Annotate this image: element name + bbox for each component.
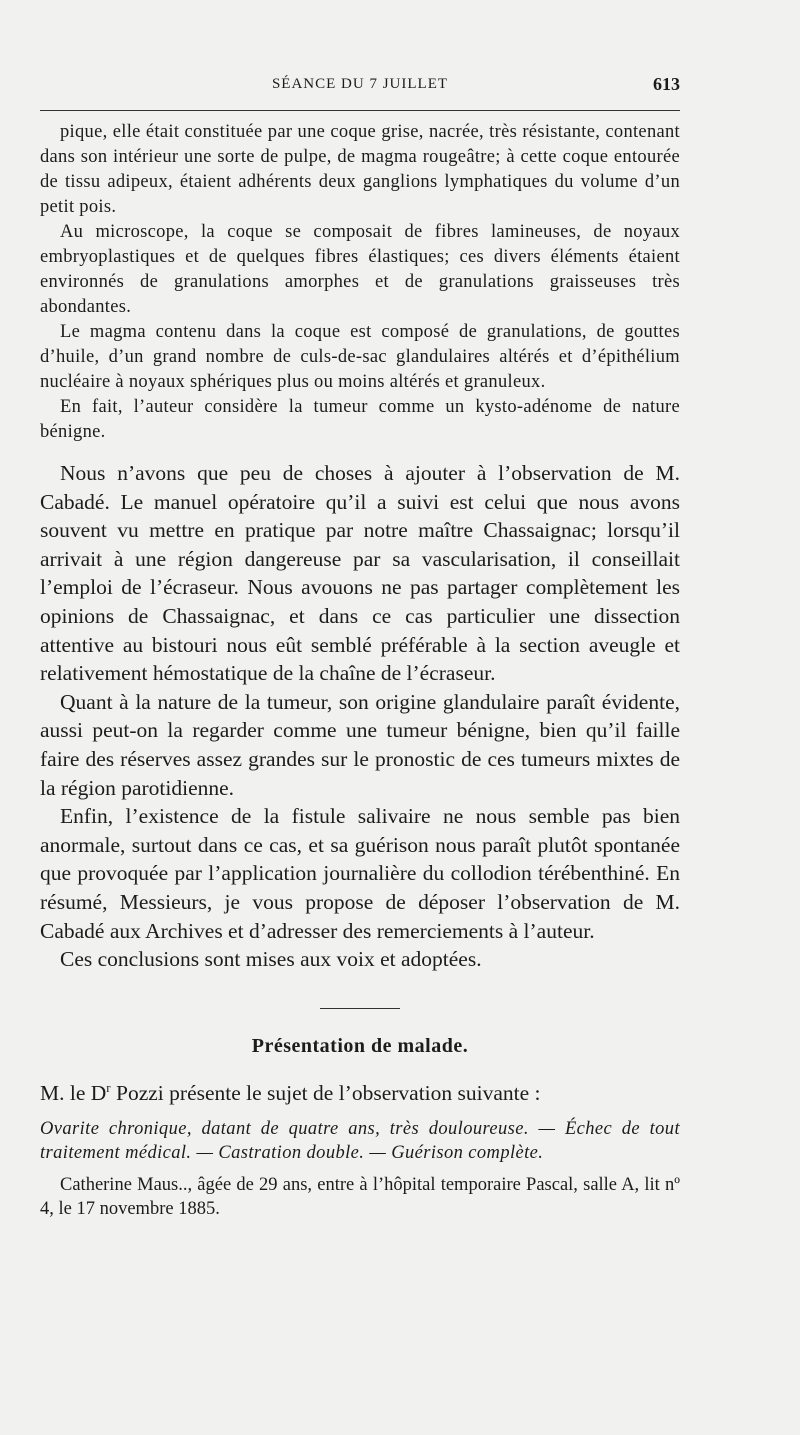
commentary [40, 459, 680, 974]
page-header [40, 70, 680, 100]
running-head: SÉANCE DU 7 JUILLET [271, 76, 449, 92]
paragraph: En fait, l’auteur considère la tumeur comme un kysto-adénome de nature bénigne. [40, 397, 680, 442]
presentation-intro [40, 1074, 680, 1107]
paragraph: pique, elle était constituée par une coque grise, nacrée, très résistante, contenant dans son intérieur une sorte de pulpe, de magma rougeâtre; à cette coque entourée de tissu adipeux, étaient adhérents deux ganglions lymphatiques du volume d’un petit pois. [40, 122, 680, 217]
page-number: 613 [653, 74, 680, 94]
intro-text: M. le D [40, 1080, 107, 1105]
paragraph: Le magma contenu dans la coque est composé de granulations, de gouttes d’huile, d’un grand nombre de culs-de-sac glandulaires altérés et d’épithélium nucléaire à noyaux sphériques plus ou moins altérés et granuleux. [40, 322, 680, 392]
case-title: Ovarite chronique, datant de quatre ans, très douloureuse. — Échec de tout traitement médical. — Castration double. — Guérison complète. [40, 1118, 680, 1163]
book-page [40, 70, 680, 1221]
intro-text-rest: Pozzi présente le sujet de l’observation suivante : [110, 1080, 541, 1105]
section-divider [320, 1008, 400, 1009]
paragraph: Quant à la nature de la tumeur, son origine glandulaire paraît évidente, aussi peut-on la regarder comme une tumeur bénigne, bien qu’il faille faire des réserves assez grandes sur le pronostic de ces tumeurs mixtes de la région parotidienne. [40, 689, 680, 800]
intro-superscript: r [106, 1079, 111, 1095]
paragraph: Ces conclusions sont mises aux voix et adoptées. [60, 947, 482, 972]
case-body: Catherine Maus.., âgée de 29 ans, entre à l’hôpital temporaire Pascal, salle A, lit nº 4, le 17 novembre 1885. [40, 1174, 680, 1219]
paragraph: Au microscope, la coque se composait de fibres lamineuses, de noyaux embryoplastiques et de quelques fibres élastiques; ces divers éléments étaient environnés de granulations amorphes et de granulations graisseuses très abondantes. [40, 222, 680, 317]
paragraph: Enfin, l’existence de la fistule salivaire ne nous semble pas bien anormale, surtout dans ce cas, et sa guérison nous paraît plutôt spontanée que provoquée par l’application journalière du collodion térébenthiné. En résumé, Messieurs, je vous propose de déposer l’observation de M. Cabadé aux Archives et d’adresser des remerciements à l’auteur. [40, 804, 680, 943]
paragraph: Nous n’avons que peu de choses à ajouter à l’observation de M. Cabadé. Le manuel opératoire qu’il a suivi est celui que nous avons souvent vu mettre en pratique par notre maître Chassaignac; lorsqu’il arrivait à une région dangereuse par sa vascularisation, il conseillait l’emploi de l’écraseur. Nous avouons ne pas partager complètement les opinions de Chassaignac, et dans ce cas particulier une dissection attentive au bistouri nous eût semblé préférable à la section aveugle et relativement hémostatique de la chaîne de l’écraseur. [40, 461, 680, 686]
report-summary [40, 120, 680, 445]
section-title: Présentation de malade. [251, 1034, 469, 1057]
header-rule [40, 110, 680, 111]
